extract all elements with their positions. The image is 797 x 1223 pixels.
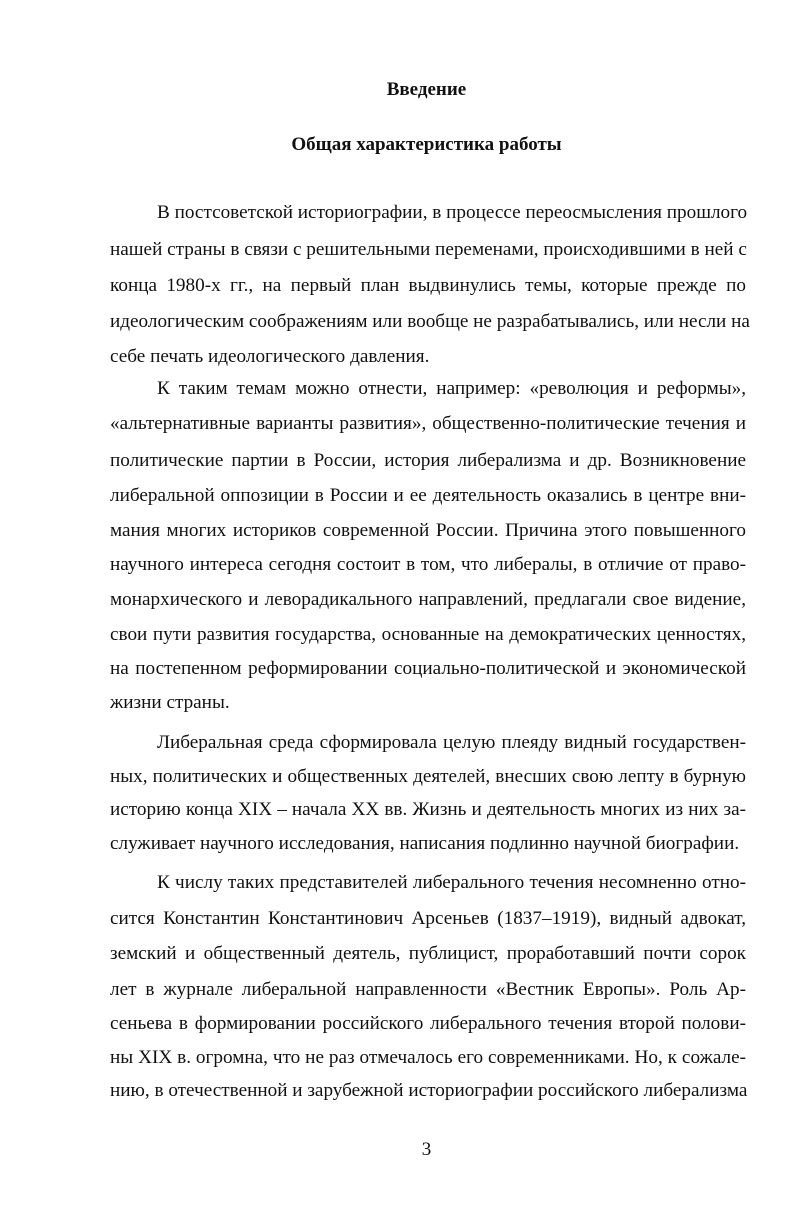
text-line: сится Константин Константинович Арсеньев (1837–1919), видный адвокат, [110,908,746,929]
text-line: сеньева в формировании российского либерального течения второй полови- [110,1013,746,1034]
section-subtitle: Общая характеристика работы [291,134,562,155]
text-line: В постсоветской историографии, в процессе переосмысления прошлого [157,202,748,223]
text-line: политические партии в России, история либерализма и др. Возникновение [110,450,746,471]
text-line: на постепенном реформировании социально-политической и экономической [110,658,746,679]
text-line: Либеральная среда сформировала целую плеяду видный государствен- [157,732,746,753]
text-line: либеральной оппозиции в России и ее деятельность оказались в центре вни- [110,485,746,506]
text-line: ны XIX в. огромна, что не раз отмечалось его современниками. Но, к сожале- [110,1047,746,1068]
text-line: К таким темам можно отнести, например: «революция и реформы», [157,378,746,399]
section-title: Введение [386,79,467,100]
text-line: свои пути развития государства, основанные на демократических ценностях, [110,624,746,645]
text-line: К числу таких представителей либерального течения несомненно отно- [157,872,746,893]
text-line: мания многих историков современной России. Причина этого повышенного [110,520,746,541]
text-line: ных, политических и общественных деятелей, внесших свою лепту в бурную [110,766,746,787]
text-line: нию, в отечественной и зарубежной историографии российского либерализма [110,1080,748,1101]
text-line: научного интереса сегодня состоит в том, что либералы, в отличие от право- [110,554,746,575]
text-line: лет в журнале либеральной направленности «Вестник Европы». Роль Ар- [110,979,746,1000]
text-line: монархического и леворадикального направлений, предлагали свое видение, [110,589,746,610]
text-line: земский и общественный деятель, публицист, проработавший почти сорок [110,943,746,964]
text-line: себе печать идеологического давления. [110,346,430,367]
text-line: «альтернативные варианты развития», общественно-политические течения и [110,413,746,434]
text-line: идеологическим соображениям или вообще не разрабатывались, или несли на [110,311,750,332]
text-line: жизни страны. [110,692,230,713]
text-line: нашей страны в связи с решительными переменами, происходившими в ней с [110,239,747,260]
page-number: 3 [421,1139,432,1160]
text-line: конца 1980-х гг., на первый план выдвинулись темы, которые прежде по [110,275,746,296]
text-line: служивает научного исследования, написания подлинно научной биографии. [110,833,740,854]
text-line: историю конца XIX – начала XX вв. Жизнь и деятельность многих из них за- [110,799,746,820]
